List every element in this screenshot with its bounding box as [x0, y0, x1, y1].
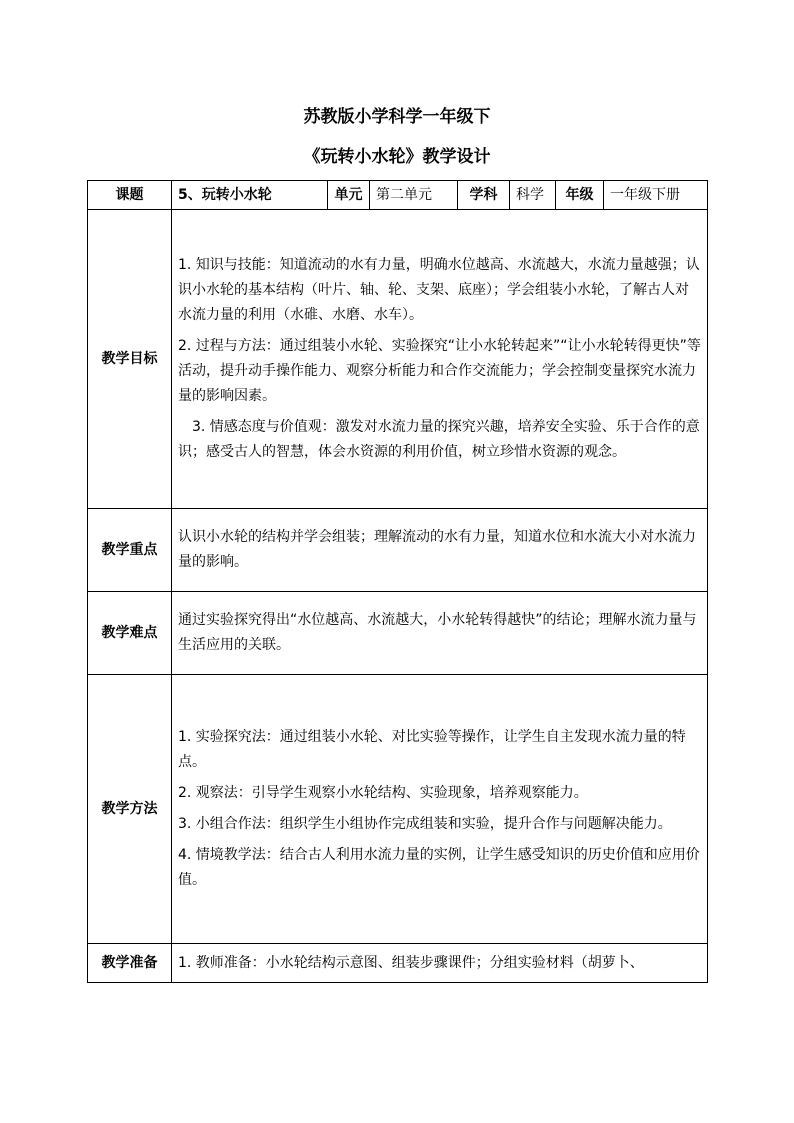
- method-item: 1. 实验探究法：通过组装小水轮、对比实验等操作，让学生自主发现水流力量的特点。: [178, 729, 686, 770]
- key-points-row: [88, 509, 708, 592]
- difficulties-content: [172, 592, 708, 675]
- topic-label: 课题: [88, 181, 172, 210]
- key-points-label: 教学重点: [88, 509, 172, 592]
- subject-value: 科学: [510, 181, 556, 210]
- grade-value: 一年级下册: [604, 181, 708, 210]
- preparation-text: 1. 教师准备：小水轮结构示意图、组装步骤课件；分组实验材料（胡萝卜、: [178, 954, 644, 971]
- difficulties-label: 教学难点: [88, 592, 172, 675]
- unit-value: 第二单元: [370, 181, 458, 210]
- lesson-plan-table: [87, 180, 708, 983]
- method-item: 2. 观察法：引导学生观察小水轮结构、实验现象，培养观察能力。: [178, 785, 588, 801]
- subject-label: 学科: [458, 181, 510, 210]
- preparation-row: [88, 944, 708, 983]
- objective-item: 2. 过程与方法：通过组装小水轮、实验探究“让小水轮转起来”“让小水轮转得更快”等活动，提升动手操作能力、观察分析能力和合作交流能力；学会控制变量探究水流力量的影响因素。: [178, 338, 701, 404]
- methods-label: 教学方法: [88, 675, 172, 944]
- key-points-content: [172, 509, 708, 592]
- methods-content: [172, 675, 708, 944]
- header-row: [88, 181, 708, 210]
- objectives-row: [88, 210, 708, 509]
- topic-value: 5、玩转小水轮: [172, 181, 328, 210]
- document-subtitle: 《玩转小水轮》教学设计: [303, 147, 491, 167]
- unit-label: 单元: [328, 181, 370, 210]
- method-item: 4. 情境教学法：结合古人利用水流力量的实例，让学生感受知识的历史价值和应用价值。: [178, 847, 700, 888]
- objective-item: 3. 情感态度与价值观：激发对水流力量的探究兴趣，培养安全实验、乐于合作的意识；感受古人的智慧，体会水资源的利用价值，树立珍惜水资源的观念。: [178, 419, 700, 460]
- key-points-text: 认识小水轮的结构并学会组装；理解流动的水有力量，知道水位和水流大小对水流力量的影响。: [178, 529, 696, 570]
- objectives-content: [172, 210, 708, 509]
- difficulties-row: [88, 592, 708, 675]
- difficulties-text: 通过实验探究得出“水位越高、水流越大，小水轮转得越快”的结论；理解水流力量与生活应用的关联。: [178, 612, 697, 653]
- preparation-content: [172, 944, 708, 983]
- methods-row: [88, 675, 708, 944]
- grade-label: 年级: [556, 181, 604, 210]
- method-item: 3. 小组合作法：组织学生小组协作完成组装和实验，提升合作与问题解决能力。: [178, 816, 672, 832]
- document-title: 苏教版小学科学一年级下: [303, 107, 491, 127]
- preparation-label: 教学准备: [88, 944, 172, 983]
- objective-item: 1. 知识与技能：知道流动的水有力量，明确水位越高、水流越大，水流力量越强；认识小水轮的基本结构（叶片、轴、轮、支架、底座）；学会组装小水轮，了解古人对水流力量的利用（水碓、水磨、水车）。: [178, 257, 700, 323]
- objectives-label: 教学目标: [88, 210, 172, 509]
